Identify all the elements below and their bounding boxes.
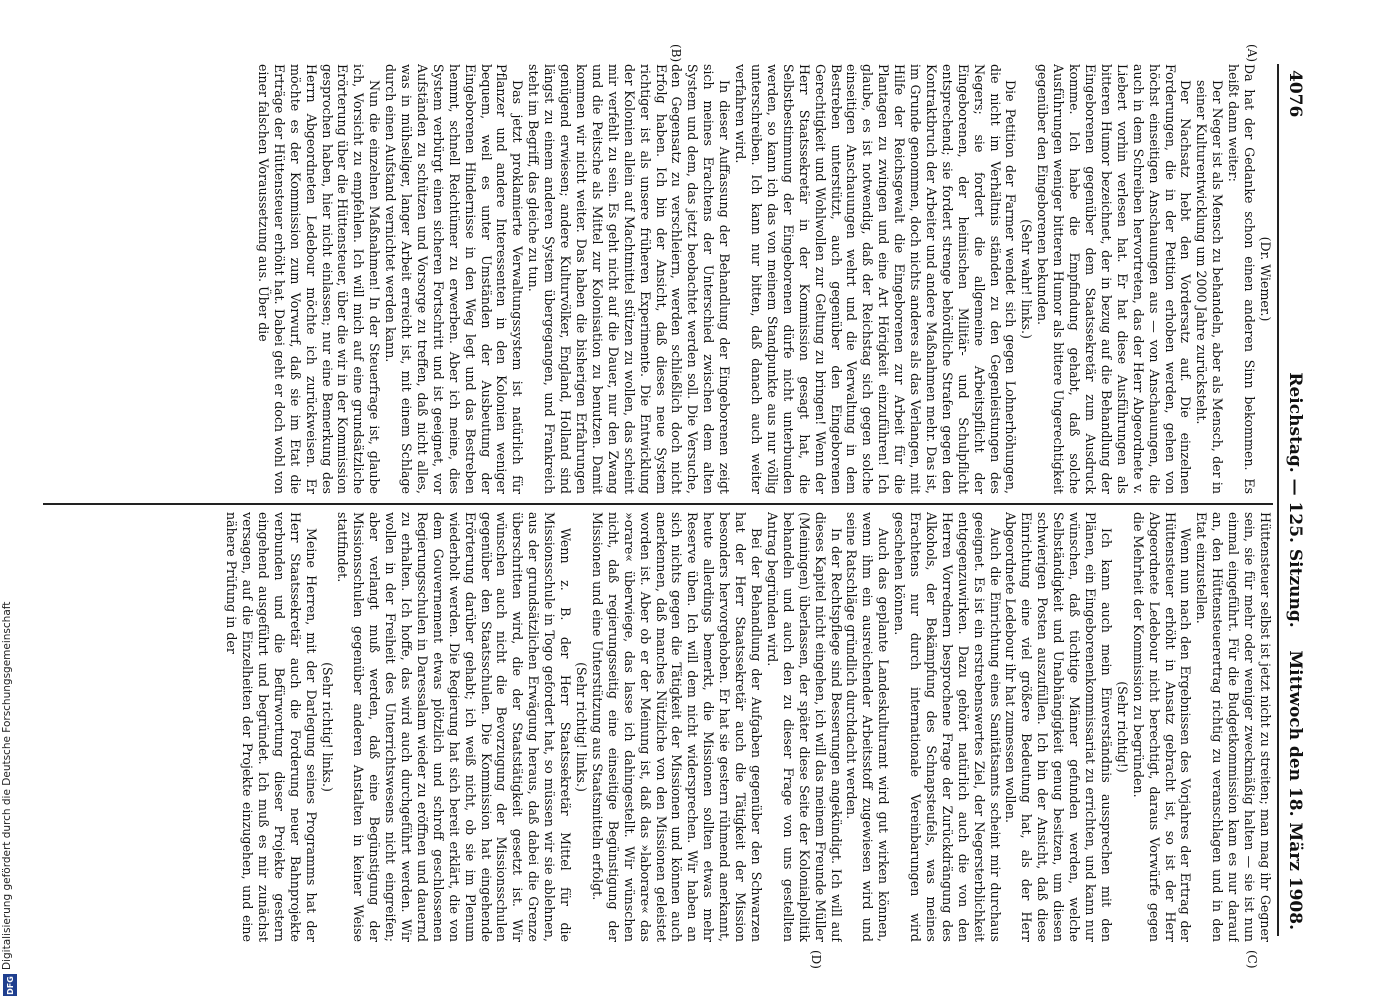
paragraph: Ich kann auch mein Einverständnis aussprechen mit den Plänen, ein Eingeborenenkommissariat zu errichten, und kann nur wünschen, daß tüchtige Männer gefunden werden, welche Selbständigkeit und Unabhängigkeit genug besitzen, um diesen schwierigen Posten auszufüllen. Ich bin der Ansicht, daß diese Einrichtung eine viel größere Bedeutung hat, als der Herr Abgeordnete Ledebour ihr hat zumessen wollen. xyxy=(1003,512,1114,942)
right-text-column xyxy=(43,512,1273,942)
paragraph: Der Nachsatz hebt den Vordersatz auf. Die einzelnen Forderungen, die in der Petition erhoben werden, gehen von höchst einseitigen Anschauungen aus — von Anschauungen, die auch in dem Schreiben hervortreten, das der Herr Abgeordnete v. Liebert vorhin verlesen hat. Er hat diese Ausführungen als bitteren Humor bezeichnet, der in bezug auf die Behandlung der Eingeborenen gegenüber dem Staatssekretär zum Ausdruck komme. Ich habe die Empfindung gehabt, daß solche Ausführungen weniger bitteren Humor als bittere Ungerechtigkeit gegenüber den Eingeborenen bekunden. xyxy=(1035,64,1194,494)
footer-credit-text: Digitalisierung gefördert durch die Deutsche Forschungsgemeinschaft xyxy=(1,601,13,970)
interjection-line: (Sehr wahr! links.) xyxy=(1019,219,1035,339)
margin-mark-b: (B) xyxy=(669,44,683,63)
column-divider xyxy=(43,503,1273,505)
interjection-line: (Sehr richtig!) xyxy=(1114,681,1130,773)
running-header xyxy=(1279,70,1305,930)
paragraph: Nun die einzelnen Maßnahmen! In der Steuerfrage ist, glaube ich, Vorsicht zu empfehlen. Ich will mich auf eine grundsätzliche Erörterung über die Hüttensteuer, über die wir in der Kommission gesprochen haben, hier nicht einlassen; nur eine Bemerkung des Herrn Abgeordneten Ledebour möchte ich zurückweisen. Er möchte es der Kommission zum Vorwurf, daß sie im Etat die Erträge der Hüttensteuer erhöht hat. Dabei geht er doch wohl von einer falschen Voraussetzung aus. Über die xyxy=(255,64,383,494)
paragraph: Auch das geplante Landeskulturamt wird gut wirken können, wenn ihm ein ausreichender Arbeitsstoff zugewiesen wird und seine Ratschläge gründlich durchdacht werden. xyxy=(844,512,892,942)
paragraph: Hüttensteuer selbst ist jetzt nicht zu streiten; man mag ihr Gegner sein, sie für mehr oder weniger zweckmäßig halten — sie ist nun einmal eingeführt. Für die Budgetkommission kam es nur darauf an, den Hüttensteuerertrag richtig zu veranschlagen und in den Etat einzustellen. xyxy=(1194,512,1273,942)
paragraph: Meine Herren, mit der Darlegung seines Programms hat der Herr Staatssekretär auch die Forderung neuer Bahnprojekte verbunden und die Befürwortung dieser Projekte gestern eingehend ausgeführt und begründet. Ich muß es mir zunächst versagen, auf die Einzelheiten der Projekte einzugehen, und eine nähere Prüfung in der xyxy=(224,512,319,942)
dfg-logo xyxy=(3,974,17,996)
paragraph: Auch die Einrichtung eines Sanitätsamts scheint mir durchaus geeignet. Es ist ein erstrebenswertes Ziel, der Negersterblichkeit entgegenzuwirken. Dazu gehört natürlich auch die von den Herren Vorrednern besprochene Frage der Zurückdrängung des Alkohols, der Bekämpfung des Schnapsteufels, was meines Erachtens nur durch internationale Vereinbarungen wird geschehen können. xyxy=(892,512,1003,942)
interjection-line: (Sehr richtig! links.) xyxy=(319,662,335,792)
interjection-line: (Sehr richtig! links.) xyxy=(574,662,590,792)
header-rule xyxy=(1277,64,1279,936)
paragraph: In der Rechtspflege sind Besserungen angekündigt. Ich will auf dieses Kapitel nicht eingehen, ich will das meinem Freunde Müller (Meiningen) überlassen, der später diese Seite der Kolonialpolitik behandeln und auch den zu dieser Frage von uns gestellten Antrag begründen wird. xyxy=(764,512,844,942)
digitization-footer xyxy=(0,600,22,1000)
header-date: Mittwoch den 18. März 1908. xyxy=(1285,650,1305,930)
interjection-line: (Dr. Wiemer.) xyxy=(1258,236,1273,322)
paragraph: Das jetzt proklamierte Verwaltungssystem ist natürlich für Pflanzer und andere Interessenten in den Kolonien weniger bequem, weil es unter Umständen der Ausbeutung der Eingeborenen Hindernisse in den Weg legt und das Bestreben hemmt, schnell Reichtümer zu erwerben. Aber ich meine, dies System verbürgt einen sicheren Fortschritt und ist geeignet, vor Aufständen zu schützen und Vorsorge zu treffen, daß nicht alles, was in mühseliger, langer Arbeit erreicht ist, mit einem Schlage durch einen Aufstand vernichtet werden kann. xyxy=(383,64,526,494)
dfg-logo-text: DFG xyxy=(5,975,15,995)
margin-mark-d: (D) xyxy=(809,950,823,969)
paragraph: In dieser Auffassung der Behandlung der Eingeborenen zeigt sich meines Erachtens der Unterschied zwischen dem alten System und dem, das jetzt beobachtet werden soll. Die Versuche, den Gegensatz zu verschleiern, werden schließlich doch nicht Erfolg haben. Ich bin der Ansicht, daß dieses neue System richtiger ist als unsere früheren Experimente. Die Entwicklung der Kolonien allein auf Machtmittel stützen zu wollen, das scheint mir verfehlt zu sein. Es geht nicht auf die Dauer, nur den Zwang und die Peitsche als Mittel zur Kolonisation zu benutzen. Damit kommen wir nicht weiter. Das haben die bisherigen Erfahrungen genügend erwiesen; andere Kulturvölker, England, Holland sind längst zu einem anderen System übergegangen, und Frankreich steht im Begriff, das gleiche zu tun. xyxy=(526,64,733,494)
paragraph: Bei der Behandlung der Aufgaben gegenüber den Schwarzen hat der Herr Staatssekretär auch die Tätigkeit der Mission besonders hervorgehoben. Er hat sie gestern rühmend anerkannt, heute allerdings bemerkt, die Missionen sollten etwas mehr Reserve üben. Ich will dem nicht widersprechen. Wir haben an sich nichts gegen die Tätigkeit der Missionen und können auch anerkennen, daß manches Nützliche von den Missionen geleistet worden ist. Aber ob er der Meinung ist, daß das »laborare« das »orare« überwiege, das lasse ich dahingestellt. Wir wünschen nicht, daß regierungsseitig eine einseitige Begünstigung der Missionen und eine Unterstützung aus Staatsmitteln erfolgt. xyxy=(589,512,764,942)
paragraph: Wenn nun nach den Ergebnissen des Vorjahres der Ertrag der Hüttensteuer erhöht in Ansatz gebracht ist, so ist der Herr Abgeordnete Ledebour nicht berechtigt, daraus Vorwürfe gegen die Mehrheit der Kommission zu begründen. xyxy=(1130,512,1194,942)
paragraph: Wenn z. B. der Herr Staatssekretär Mittel für die Missionsschule in Togo gefordert hat, so müssen wir sie ablehnen, aus der grundsätzlichen Erwägung heraus, daß dabei die Grenze überschritten wird, die der Staatstätigkeit gesetzt ist. Wir wünschen auch nicht die Bevorzugung der Missionsschulen gegenüber den Staatsschulen. Die Kommission hat eingehende Erörterung darüber gehabt; ich weiß nicht, ob sie im Plenum wiederholt werden. Die Regierung hat sich bereit erklärt, die von dem Gouvernement etwas plötzlich und schroff geschlossenen Regierungsschulen in Daressalam wieder zu eröffnen und dauernd zu erhalten. Ich hoffe, das wird auch durchgeführt werden. Wir wollen in der Freiheit des Unterrichtswesens nicht eingreifen; aber verlangt muß werden, daß eine Begünstigung der Missionsschulen gegenüber anderen Anstalten in keiner Weise stattfindet. xyxy=(335,512,574,942)
paragraph: Der Neger ist als Mensch zu behandeln, aber als Mensch, der in seiner Kulturentwicklung um 2000 Jahre zurücksteht. xyxy=(1194,80,1226,494)
paragraph: Da hat der Gedanke schon einen anderen Sinn bekommen. Es heißt dann weiter: xyxy=(1226,64,1258,494)
page-number: 4076 xyxy=(1285,70,1305,118)
margin-mark-c: (C) xyxy=(1245,950,1259,969)
paragraph: Die Petition der Farmer wendet sich gegen Lohnerhöhungen, die nicht im Verhältnis ständen zu den Gegenleistungen des Negers; sie fordert die allgemeine Arbeitspflicht der Eingeborenen, der heimischen Militär- und Schulpflicht entsprechend; sie fordert strenge behördliche Strafen gegen den Kontraktbruch der Arbeiter und andere Maßnahmen mehr. Das ist, im Grunde genommen, doch nichts anderes als das Verlangen, mit Hilfe der Reichsgewalt die Eingeborenen zur Arbeit für die Plantagen zu zwingen und eine Art Hörigkeit einzuführen! Ich glaube, es ist notwendig, daß der Reichstag sich gegen solche einseitigen Anschauungen wehrt und die Verwaltung in dem Bestreben unterstützt, auch gegenüber den Eingeborenen Gerechtigkeit und Wohlwollen zur Geltung zu bringen! Wenn der Herr Staatssekretär in der Kommission gesagt hat, die Selbstbestimmung der Eingeborenen dürfe nicht unterbunden werden, so kann ich das von meinem Standpunkte aus nur völlig unterschreiben. Ich kann nur bitten, daß danach auch weiter verfahren wird. xyxy=(733,64,1019,494)
margin-mark-a: (A) xyxy=(1245,44,1259,63)
left-text-column xyxy=(43,64,1273,494)
header-title: Reichstag. — 125. Sitzung. xyxy=(1285,372,1305,628)
